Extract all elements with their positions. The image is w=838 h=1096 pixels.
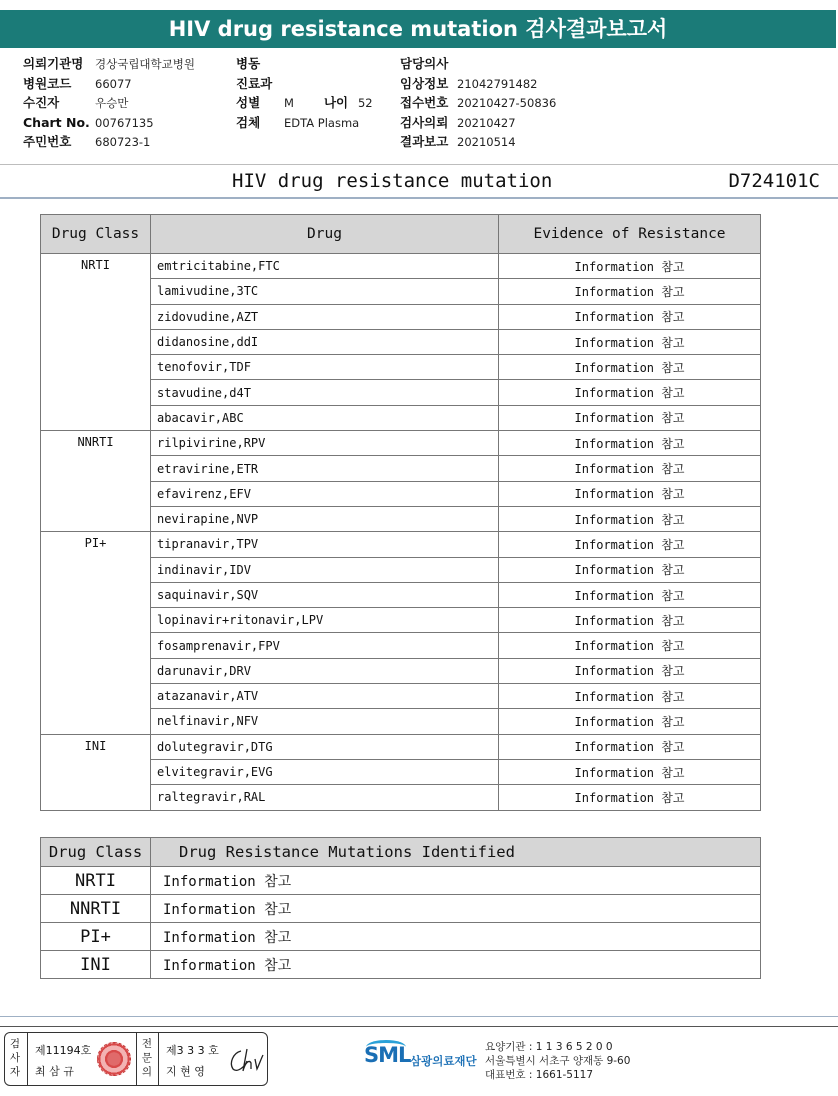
column-header-evidence: Evidence of Resistance [499,215,761,254]
info-label: Chart No. [23,114,90,130]
info-row-ward [236,54,373,74]
info-value: 20210514 [457,135,516,149]
info-row-hospital-code [23,74,195,94]
resistance-table [40,214,761,811]
age-label: 나이 [323,95,349,110]
drug-cell: etravirine,ETR [151,456,499,481]
resistance-table-body [41,254,761,811]
table-header-row [41,838,761,867]
logo-mark: SML [364,1043,411,1067]
evidence-cell: Information 참고 [499,684,761,709]
table-row [41,734,761,759]
evidence-cell: Information 참고 [499,380,761,405]
drug-cell: elvitegravir,EVG [151,759,499,784]
info-row-clinical-info [400,74,556,94]
evidence-cell: Information 참고 [499,557,761,582]
report-title: HIV drug resistance mutation 검사결과보고서 [0,10,836,48]
evidence-cell: Information 참고 [499,759,761,784]
mutations-cell: Information 참고 [151,867,761,895]
patient-info-left [23,54,195,152]
evidence-cell: Information 참고 [499,481,761,506]
info-row-receipt-no [400,93,556,113]
org-name: 삼광의료재단 [410,1054,477,1068]
evidence-cell: Information 참고 [499,532,761,557]
mutations-cell: Information 참고 [151,895,761,923]
contact-info [485,1040,630,1082]
evidence-cell: Information 참고 [499,304,761,329]
info-value: 66077 [95,76,132,91]
info-value: 20210427 [457,115,516,130]
evidence-cell: Information 참고 [499,279,761,304]
signature-box [4,1032,268,1086]
drug-class-cell: INI [41,951,151,979]
evidence-cell: Information 참고 [499,506,761,531]
evidence-cell: Information 참고 [499,658,761,683]
info-label: 접수번호 [400,95,449,110]
column-header-drug-class: Drug Class [41,838,151,867]
label-char: 자 [9,1066,21,1078]
divider [0,1016,838,1017]
info-label: 담당의사 [400,56,449,71]
patient-info-right [400,54,556,152]
info-label: 의뢰기관명 [23,56,84,71]
drug-cell: atazanavir,ATV [151,684,499,709]
info-label: 병원코드 [23,75,72,91]
divider [27,1033,28,1085]
info-value: 20210427-50836 [457,96,557,110]
evidence-cell: Information 참고 [499,431,761,456]
examiner-license: 제11194호 [35,1044,92,1057]
drug-cell: darunavir,DRV [151,658,499,683]
info-row-institution [23,54,195,74]
info-value: EDTA Plasma [284,115,360,130]
evidence-cell: Information 참고 [499,633,761,658]
age-value: 52 [357,96,373,110]
info-label: 성별 [236,95,261,110]
info-label: 결과보고 [400,134,449,149]
info-label: 임상정보 [400,75,449,91]
drug-cell: lamivudine,3TC [151,279,499,304]
drug-cell: tipranavir,TPV [151,532,499,557]
drug-class-cell: PI+ [41,923,151,951]
mutations-cell: Information 참고 [151,951,761,979]
specialist-license: 제3 3 3 호 [166,1044,219,1057]
evidence-cell: Information 참고 [499,734,761,759]
table-row [41,951,761,979]
drug-cell: dolutegravir,DTG [151,734,499,759]
drug-cell: nelfinavir,NFV [151,709,499,734]
drug-cell: stavudine,d4T [151,380,499,405]
divider [0,197,838,199]
mutation-table-body [41,867,761,979]
drug-cell: saquinavir,SQV [151,582,499,607]
contact-line: 대표번호 : 1661-5117 [485,1069,594,1081]
info-label: 진료과 [236,75,273,91]
table-row [41,254,761,279]
table-row [41,895,761,923]
evidence-cell: Information 참고 [499,405,761,430]
drug-class-cell: PI+ [41,532,151,734]
label-char: 검 [9,1038,21,1050]
contact-line: 요양기관 : 1 1 3 6 5 2 0 0 [485,1041,613,1053]
mutation-table [40,837,761,979]
info-row-chart-no [23,113,195,133]
divider [0,164,838,165]
table-header-row [41,215,761,254]
label-char: 사 [9,1052,21,1064]
drug-class-cell: NNRTI [41,895,151,923]
examiner-name: 최 삼 규 [35,1065,74,1078]
drug-class-cell: NRTI [41,867,151,895]
evidence-cell: Information 참고 [499,608,761,633]
info-row-specimen [236,113,373,133]
info-row-report-date [400,132,556,152]
evidence-cell: Information 참고 [499,582,761,607]
column-header-drug-class: Drug Class [41,215,151,254]
drug-cell: indinavir,IDV [151,557,499,582]
info-label: 주민번호 [23,134,72,149]
label-char: 문 [141,1052,153,1064]
signature-image [227,1045,265,1075]
evidence-cell: Information 참고 [499,254,761,279]
examiner-label [8,1037,22,1079]
info-label: 검체 [236,114,261,130]
drug-cell: didanosine,ddI [151,329,499,354]
contact-line: 서울특별시 서초구 양재동 9-60 [485,1055,631,1067]
info-row-request-date [400,113,556,133]
test-code: D724101C [728,170,820,192]
divider [136,1033,137,1085]
evidence-cell: Information 참고 [499,456,761,481]
info-row-resident-no [23,132,195,152]
seal-stamp [97,1042,131,1076]
evidence-cell: Information 참고 [499,355,761,380]
info-value: 680723-1 [95,135,151,149]
specialist-name: 지 현 영 [166,1065,205,1078]
drug-cell: efavirenz,EFV [151,481,499,506]
drug-cell: abacavir,ABC [151,405,499,430]
divider [0,1026,838,1027]
evidence-cell: Information 참고 [499,329,761,354]
section-title: HIV drug resistance mutation [232,170,553,192]
info-value: 경상국립대학교병원 [95,57,195,71]
info-label: 검사의뢰 [400,114,449,130]
drug-cell: lopinavir+ritonavir,LPV [151,608,499,633]
info-row-sex-age [236,93,373,113]
info-value: 00767135 [95,115,154,130]
section-header [0,168,838,196]
drug-cell: fosamprenavir,FPV [151,633,499,658]
drug-class-cell: NRTI [41,254,151,431]
mutations-cell: Information 참고 [151,923,761,951]
info-row-patient [23,93,195,113]
column-header-mutations: Drug Resistance Mutations Identified [151,838,761,867]
drug-cell: nevirapine,NVP [151,506,499,531]
drug-class-cell: INI [41,734,151,810]
table-row [41,431,761,456]
table-row [41,923,761,951]
table-row [41,532,761,557]
drug-class-cell: NNRTI [41,431,151,532]
column-header-drug: Drug [151,215,499,254]
label-char: 의 [141,1066,153,1078]
drug-cell: raltegravir,RAL [151,785,499,810]
info-value: 21042791482 [457,76,538,91]
evidence-cell: Information 참고 [499,785,761,810]
drug-cell: rilpivirine,RPV [151,431,499,456]
info-row-physician [400,54,556,74]
label-char: 전 [141,1038,153,1050]
table-row [41,867,761,895]
patient-info-middle [236,54,373,132]
drug-cell: tenofovir,TDF [151,355,499,380]
info-label: 수진자 [23,95,60,110]
divider [158,1033,159,1085]
drug-cell: zidovudine,AZT [151,304,499,329]
drug-cell: emtricitabine,FTC [151,254,499,279]
specialist-label [140,1037,154,1079]
sex-value: M [284,96,294,110]
info-label: 병동 [236,56,261,71]
info-row-department [236,74,373,94]
info-value: 우승만 [95,96,129,110]
evidence-cell: Information 참고 [499,709,761,734]
